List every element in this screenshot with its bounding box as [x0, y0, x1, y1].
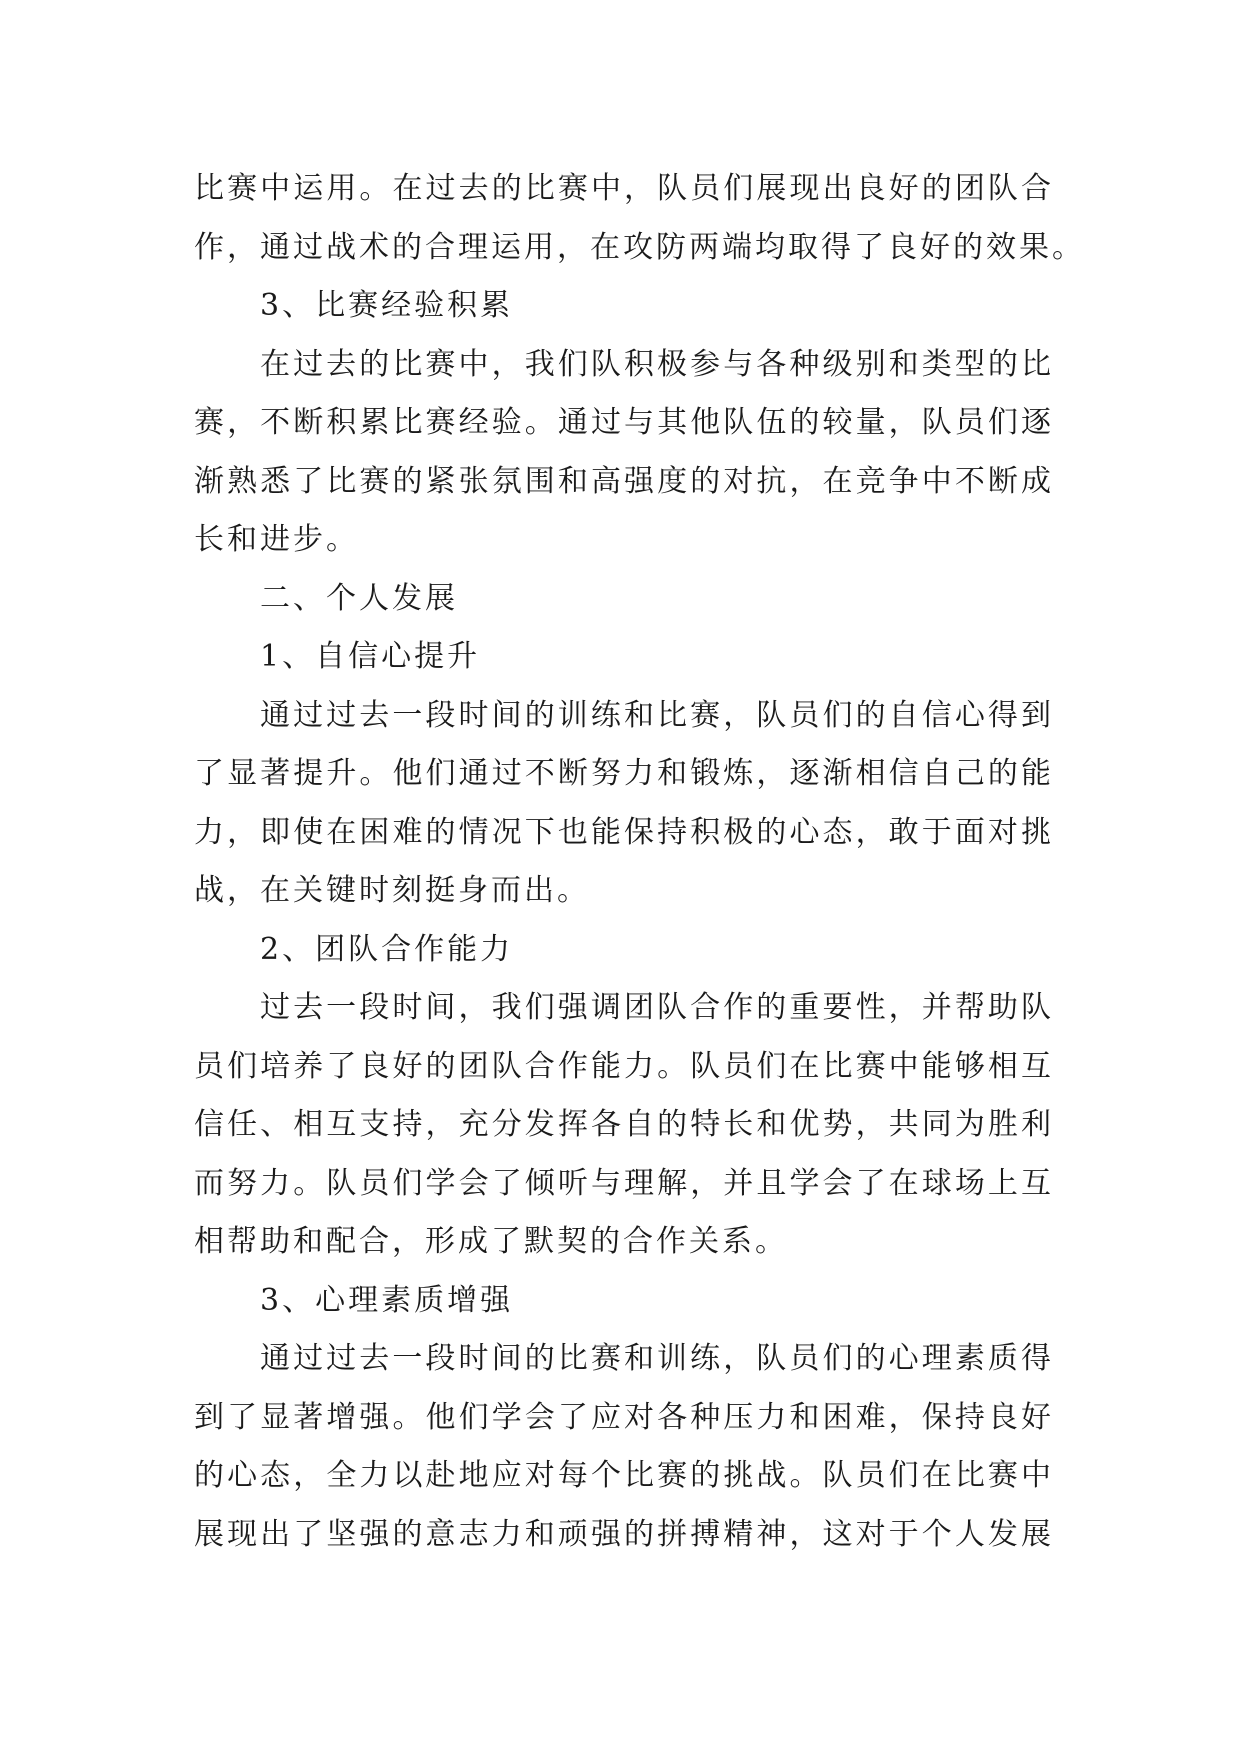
text-line: 力，即使在困难的情况下也能保持积极的心态，敢于面对挑 [194, 814, 1054, 850]
text-line: 员们培养了良好的团队合作能力。队员们在比赛中能够相互 [194, 1048, 1054, 1084]
document-body [194, 160, 1085, 1564]
text-line: 长和进步。 [194, 522, 359, 557]
text-line: 了显著提升。他们通过不断努力和锻炼，逐渐相信自己的能 [194, 756, 1054, 791]
section-heading: 1、自信心提升 [260, 639, 481, 674]
text-line: 而努力。队员们学会了倾听与理解，并且学会了在球场上互 [194, 1165, 1054, 1201]
text-line: 通过过去一段时间的训练和比赛，队员们的自信心得到 [260, 697, 1054, 733]
text-line: 信任、相互支持，充分发挥各自的特长和优势，共同为胜利 [194, 1107, 1054, 1142]
section-heading: 3、心理素质增强 [260, 1282, 514, 1318]
text-line: 比赛中运用。在过去的比赛中，队员们展现出良好的团队合 [194, 171, 1054, 206]
text-line: 过去一段时间，我们强调团队合作的重要性，并帮助队 [260, 990, 1054, 1025]
text-line: 战，在关键时刻挺身而出。 [194, 873, 590, 908]
text-line: 的心态，全力以赴地应对每个比赛的挑战。队员们在比赛中 [194, 1458, 1054, 1493]
text-line: 渐熟悉了比赛的紧张氛围和高强度的对抗，在竞争中不断成 [194, 463, 1054, 499]
text-line: 在过去的比赛中，我们队积极参与各种级别和类型的比 [260, 346, 1054, 382]
text-line: 相帮助和配合，形成了默契的合作关系。 [194, 1224, 788, 1259]
text-line: 到了显著增强。他们学会了应对各种压力和困难，保持良好 [194, 1399, 1054, 1435]
text-line: 作，通过战术的合理运用，在攻防两端均取得了良好的效果。 [194, 229, 1085, 265]
text-line: 赛，不断积累比赛经验。通过与其他队伍的较量，队员们逐 [194, 405, 1054, 440]
section-heading: 2、团队合作能力 [260, 931, 514, 967]
text-line: 通过过去一段时间的比赛和训练，队员们的心理素质得 [260, 1341, 1054, 1376]
section-heading: 3、比赛经验积累 [260, 288, 514, 323]
text-line: 展现出了坚强的意志力和顽强的拼搏精神，这对于个人发展 [194, 1516, 1054, 1552]
chapter-heading: 二、个人发展 [260, 580, 458, 616]
